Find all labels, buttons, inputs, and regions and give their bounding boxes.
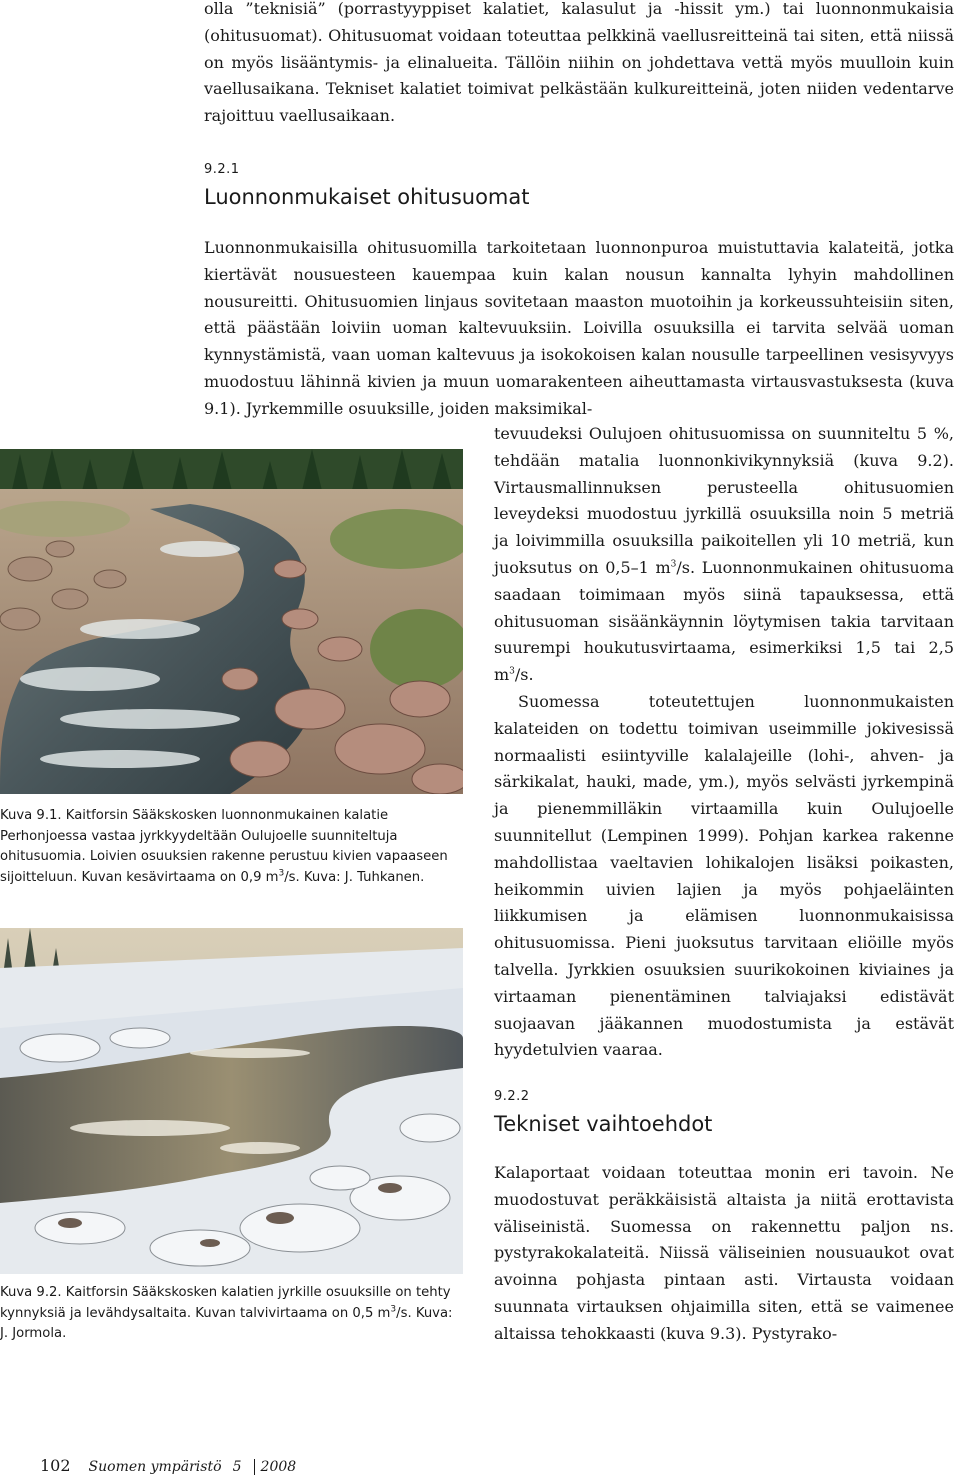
intro-paragraph bbox=[204, 0, 954, 130]
intro-text: olla ”teknisiä” (porrastyyppiset kalatiet, kalasulut ja -hissit ym.) tai luonnonmukaisia (ohitusuomat). Ohitusuomat voidaan toteuttaa pelkkinä vaellusreitteinä tai siten, että niissä on myös lisääntymis- ja elinalueita. Tällöin niihin on johdettava vettä myös muulloin kuin vaellusaikana. Tekniset kalatiet toimivat pelkästään kulkureitteinä, joten niiden vedentarve rajoittuu vaellusaikaan. bbox=[204, 0, 954, 126]
issue-number: 5 bbox=[232, 1459, 242, 1475]
section-2-number: 9.2.2 bbox=[494, 1089, 530, 1104]
summer-fishway-image bbox=[0, 449, 463, 794]
footer-divider bbox=[254, 1459, 255, 1475]
photo-summer-fishway bbox=[0, 449, 463, 794]
section-2-title: Tekniset vaihtoehdot bbox=[494, 1112, 713, 1136]
photo-winter-fishway bbox=[0, 928, 463, 1274]
page-number: 102 bbox=[40, 1456, 71, 1475]
publication-name: Suomen ympäristö bbox=[88, 1459, 222, 1475]
paragraph-text: Kalaportaat voidaan toteuttaa monin eri tavoin. Ne muodostuvat peräkkäisistä altaista ja niitä erottavista väliseinistä. Suomessa on rakennettu paljon ns. pystyrakokalateitä. Niissä väliseinien nousuaukot ovat avoinna pohjasta pintaan asti. Virtausta voidaan suunnata virtauksen ohjaimilla siten, että se vaimenee altaissa tehokkaasti (kuva 9.3). Pystyrako- bbox=[494, 1163, 954, 1343]
paragraph-text: Luonnonmukaisilla ohitusuomilla tarkoitetaan luonnonpuroa muistuttavia kalateitä, jotka kiertävät nousuesteen kauempaa kuin kalan nousun kannalta lyhyin mahdollinen nousureitti. Ohitusuomien linjaus sovitetaan maaston muotoihin ja korkeussuhteisiin siten, että päästään loiviin uoman kaltevuuksiin. Loivilla osuuksilla ei tarvita selvää uoman kynnystämistä, vaan uoman kaltevuus ja isokokoisen kalan nousulle tarpeellinen vesisyvyys muodostuu lähinnä kivien ja muun uomarakenteen aiheuttamasta virtausvastuksesta (kuva 9.1). Jyrkemmille osuuksille, joiden maksimikal- bbox=[204, 238, 954, 418]
figure-2-caption: Kuva 9.2. Kaitforsin Sääkskosken kalatien jyrkille osuuksille on tehty kynnyksiä ja levähdysaltaita. Kuvan talvivirtaama on 0,5 $m^3/s$. Kuva: J. Jormola. bbox=[0, 1285, 453, 1342]
paragraph-continuation: tevuudeksi Oulujoen ohitusuomissa on suunniteltu 5 %, tehdään matalia luonnonkivikynnyksiä (kuva 9.2). Virtausmallinnuksen perusteella ohitusuomien leveydeksi muodostuu jyrkillä osuuksilla noin 5 metriä ja loivimmilla osuuksilla paikoitellen yli 10 metriä, kun juoksutus on 0,5–1 $m^3/s$. Luonnonmukainen ohitusuoma saadaan toimimaan myös siinä tapauksessa, että ohitusuoman sisäänkäynnin löytymisen takia tarvitaan suurempi houkutusvirtaama, esimerkiksi 1,5 tai 2,5 $m^3/s$. bbox=[494, 424, 955, 685]
publication-year: 2008 bbox=[260, 1459, 297, 1475]
section-1-column bbox=[494, 421, 954, 1064]
section-2-paragraph bbox=[494, 1160, 954, 1348]
paragraph-2-text: Suomessa toteutettujen luonnonmukaisten kalateiden on todettu toimivan useimmille jokivesissä normaalisti esiintyville kalalajeille (lohi-, ahven- ja särkikalat, hauki, made, ym.), myös selvästi jyrkempinä ja pienemmilläkin virtaamilla kuin Oulujoelle suunnitellut (Lempinen 1999). Pohjan karkea rakenne mahdollistaa vaeltavien lohikalojen lisäksi poikasten, heikommin uivien lajien ja myös pohjaeläinten liikkumisen ja elämisen luonnonmukaisissa ohitusuomissa. Pieni juoksutus tarvitaan eliöille myös talvella. Jyrkkien osuuksien suurikokoinen kiviaines ja virtaaman pienentäminen talviajaksi edistävät suojaavan jääkannen muodostumista ja estävät hyydetulvien vaaraa. bbox=[494, 691, 954, 1060]
figure-1-caption: Kuva 9.1. Kaitforsin Sääkskosken luonnonmukainen kalatie Perhonjoessa vastaa jyrkkyydeltään Oulujoelle suunniteltuja ohitusuomia. Loivien osuuksien rakenne perustuu kivien vapaaseen sijoitteluun. Kuvan kesävirtaama on 0,9 $m^3/s$. Kuva: J. Tuhkanen. bbox=[0, 808, 448, 885]
winter-fishway-image bbox=[0, 928, 463, 1274]
page-footer bbox=[40, 1456, 296, 1475]
section-title: Luonnonmukaiset ohitusuomat bbox=[204, 185, 530, 209]
section-number: 9.2.1 bbox=[204, 162, 240, 177]
section-1-paragraph-top bbox=[204, 235, 954, 423]
